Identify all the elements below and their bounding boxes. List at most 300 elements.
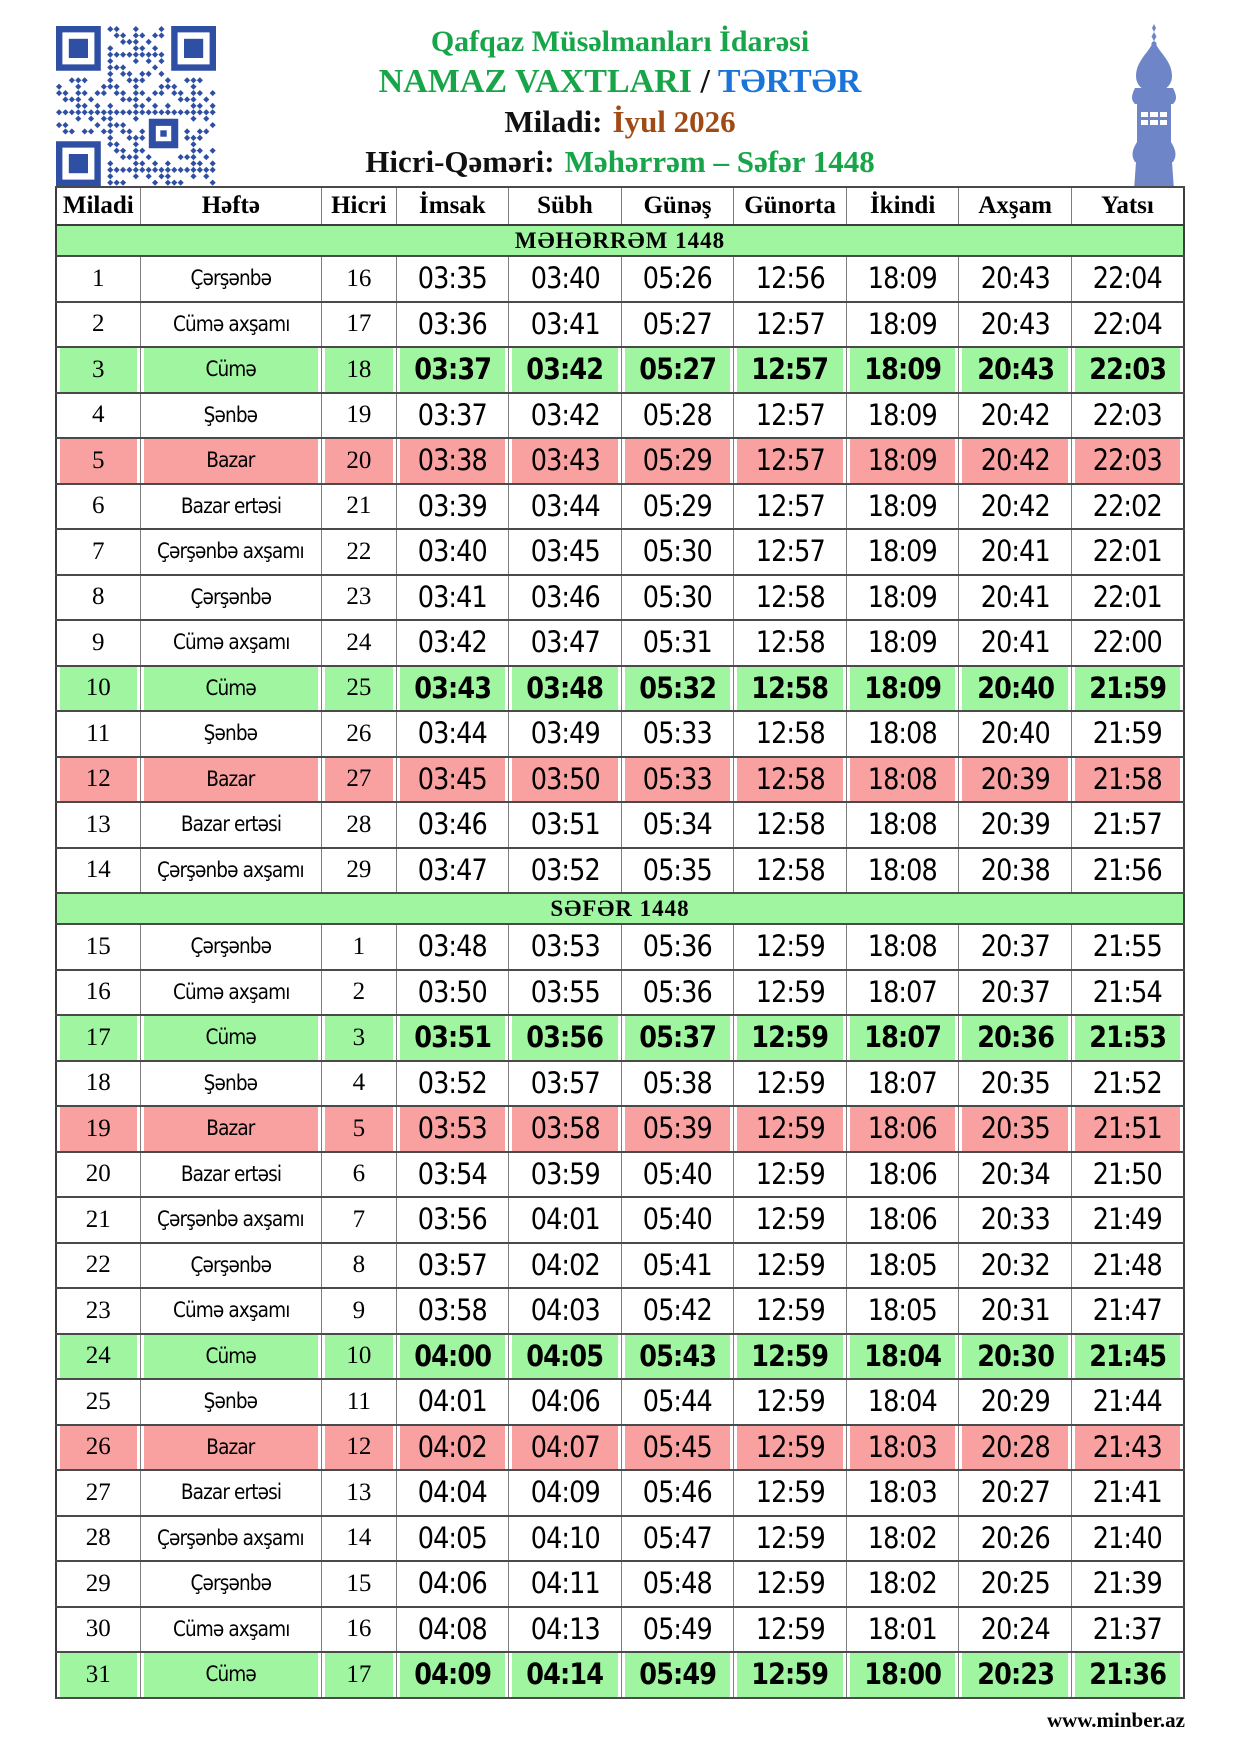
cell-gunes bbox=[621, 484, 734, 530]
cell-subh bbox=[509, 970, 622, 1016]
cell-hefte bbox=[140, 1470, 322, 1516]
time-value: 03:56 bbox=[417, 1202, 487, 1237]
time-value: 12:59 bbox=[751, 1338, 829, 1373]
time-value: 12:59 bbox=[755, 1520, 825, 1555]
time-value: 03:49 bbox=[530, 716, 600, 751]
cell-hicri: 23 bbox=[322, 575, 396, 621]
time-value: 12:57 bbox=[755, 534, 825, 569]
weekday-label: Cümə axşamı bbox=[172, 630, 290, 655]
cell-subh bbox=[509, 620, 622, 666]
column-header-sübh: Sübh bbox=[509, 187, 622, 225]
time-value: 22:01 bbox=[1092, 579, 1163, 614]
time-value: 03:53 bbox=[530, 929, 600, 964]
time-value: 04:08 bbox=[417, 1611, 487, 1646]
cell-gunes bbox=[621, 1470, 734, 1516]
cell-axsam bbox=[959, 1607, 1072, 1653]
cell-axsam bbox=[959, 1061, 1072, 1107]
table-row-day-1 bbox=[56, 256, 1184, 302]
time-value: 04:09 bbox=[413, 1657, 491, 1692]
weekday-label: Bazar ertəsi bbox=[180, 1161, 281, 1186]
time-value: 04:05 bbox=[526, 1338, 604, 1373]
time-value: 05:27 bbox=[639, 352, 716, 387]
time-value: 21:58 bbox=[1092, 761, 1163, 796]
cell-subh bbox=[509, 924, 622, 970]
column-header-miladi: Miladi bbox=[56, 187, 140, 225]
weekday-label: Cümə bbox=[205, 675, 257, 700]
time-value: 04:00 bbox=[413, 1338, 491, 1373]
cell-gunorta bbox=[734, 1243, 847, 1289]
time-value: 12:57 bbox=[755, 488, 825, 523]
time-value: 04:10 bbox=[530, 1520, 600, 1555]
table-row-day-10 bbox=[56, 666, 1184, 712]
time-value: 22:04 bbox=[1092, 261, 1163, 296]
cell-gunorta bbox=[734, 1106, 847, 1152]
time-value: 03:43 bbox=[530, 443, 600, 478]
cell-ikindi bbox=[846, 1015, 959, 1061]
weekday-label: Çərşənbə bbox=[190, 1252, 272, 1277]
cell-ikindi bbox=[846, 848, 959, 894]
qr-code-icon bbox=[55, 26, 217, 186]
time-value: 05:42 bbox=[642, 1293, 713, 1328]
cell-yatsi bbox=[1071, 802, 1184, 848]
cell-gunorta bbox=[734, 1015, 847, 1061]
column-header-axşam: Axşam bbox=[959, 187, 1072, 225]
cell-imsak bbox=[396, 1470, 509, 1516]
cell-ikindi bbox=[846, 575, 959, 621]
time-value: 12:59 bbox=[755, 929, 825, 964]
time-value: 04:13 bbox=[530, 1611, 600, 1646]
time-value: 05:49 bbox=[642, 1611, 713, 1646]
time-value: 05:45 bbox=[642, 1429, 713, 1464]
weekday-label: Bazar bbox=[206, 766, 255, 791]
time-value: 20:32 bbox=[980, 1247, 1050, 1282]
time-value: 03:36 bbox=[417, 306, 487, 341]
cell-ikindi bbox=[846, 1197, 959, 1243]
cell-miladi: 7 bbox=[56, 529, 140, 575]
time-value: 21:54 bbox=[1092, 974, 1163, 1009]
cell-subh bbox=[509, 1379, 622, 1425]
cell-gunes bbox=[621, 575, 734, 621]
time-value: 22:03 bbox=[1089, 352, 1166, 387]
cell-gunorta bbox=[734, 1607, 847, 1653]
time-value: 21:49 bbox=[1092, 1202, 1163, 1237]
section-title: MƏHƏRRƏM 1448 bbox=[56, 225, 1184, 256]
cell-axsam bbox=[959, 302, 1072, 348]
cell-imsak bbox=[396, 393, 509, 439]
time-value: 18:00 bbox=[864, 1657, 942, 1692]
cell-hefte bbox=[140, 1015, 322, 1061]
cell-hicri: 20 bbox=[322, 438, 396, 484]
cell-gunes bbox=[621, 1243, 734, 1289]
time-value: 03:48 bbox=[417, 929, 487, 964]
cell-gunes bbox=[621, 924, 734, 970]
cell-gunorta bbox=[734, 529, 847, 575]
cell-axsam bbox=[959, 1015, 1072, 1061]
time-value: 05:33 bbox=[642, 716, 713, 751]
cell-ikindi bbox=[846, 666, 959, 712]
time-value: 18:08 bbox=[868, 761, 938, 796]
page-title bbox=[200, 62, 1040, 102]
weekday-label: Çərşənbə axşamı bbox=[157, 539, 305, 564]
cell-gunes bbox=[621, 302, 734, 348]
cell-hefte bbox=[140, 666, 322, 712]
time-value: 21:36 bbox=[1089, 1657, 1166, 1692]
time-value: 20:38 bbox=[980, 852, 1050, 887]
time-value: 20:33 bbox=[980, 1202, 1050, 1237]
time-value: 22:03 bbox=[1092, 443, 1163, 478]
cell-gunorta bbox=[734, 1288, 847, 1334]
time-value: 21:59 bbox=[1092, 716, 1163, 751]
cell-imsak bbox=[396, 1334, 509, 1380]
time-value: 18:09 bbox=[868, 443, 938, 478]
title-main: NAMAZ VAXTLARI bbox=[378, 63, 692, 100]
time-value: 03:37 bbox=[417, 397, 487, 432]
time-value: 21:45 bbox=[1089, 1338, 1166, 1373]
cell-hefte bbox=[140, 711, 322, 757]
cell-imsak bbox=[396, 711, 509, 757]
time-value: 04:04 bbox=[417, 1475, 487, 1510]
cell-gunorta bbox=[734, 393, 847, 439]
cell-axsam bbox=[959, 970, 1072, 1016]
cell-yatsi bbox=[1071, 666, 1184, 712]
column-header-i̇msak: İmsak bbox=[396, 187, 509, 225]
time-value: 05:35 bbox=[642, 852, 713, 887]
cell-gunorta bbox=[734, 848, 847, 894]
cell-hicri: 27 bbox=[322, 757, 396, 803]
cell-gunes bbox=[621, 347, 734, 393]
column-header-yatsı: Yatsı bbox=[1071, 187, 1184, 225]
table-row-day-18 bbox=[56, 1061, 1184, 1107]
cell-miladi: 15 bbox=[56, 924, 140, 970]
cell-yatsi bbox=[1071, 1652, 1184, 1698]
cell-imsak bbox=[396, 1152, 509, 1198]
cell-hicri: 29 bbox=[322, 848, 396, 894]
cell-axsam bbox=[959, 1379, 1072, 1425]
cell-imsak bbox=[396, 1561, 509, 1607]
section-banner-row bbox=[56, 893, 1184, 924]
cell-hicri: 1 bbox=[322, 924, 396, 970]
time-value: 12:59 bbox=[755, 1429, 825, 1464]
cell-ikindi bbox=[846, 1152, 959, 1198]
time-value: 03:50 bbox=[417, 974, 487, 1009]
weekday-label: Bazar bbox=[206, 448, 255, 473]
time-value: 20:26 bbox=[980, 1520, 1050, 1555]
table-row-day-14 bbox=[56, 848, 1184, 894]
cell-subh bbox=[509, 1425, 622, 1471]
time-value: 03:52 bbox=[417, 1065, 487, 1100]
table-row-day-2 bbox=[56, 302, 1184, 348]
cell-yatsi bbox=[1071, 970, 1184, 1016]
table-row-day-23 bbox=[56, 1288, 1184, 1334]
time-value: 05:26 bbox=[642, 261, 713, 296]
time-value: 18:09 bbox=[868, 261, 938, 296]
time-value: 12:57 bbox=[755, 306, 825, 341]
cell-yatsi bbox=[1071, 1334, 1184, 1380]
cell-gunes bbox=[621, 711, 734, 757]
time-value: 21:53 bbox=[1089, 1020, 1166, 1055]
cell-hicri: 16 bbox=[322, 1607, 396, 1653]
cell-hicri: 12 bbox=[322, 1425, 396, 1471]
time-value: 20:23 bbox=[976, 1657, 1054, 1692]
time-value: 12:59 bbox=[755, 974, 825, 1009]
time-value: 21:39 bbox=[1092, 1566, 1163, 1601]
cell-axsam bbox=[959, 256, 1072, 302]
time-value: 05:29 bbox=[642, 488, 713, 523]
title-separator: / bbox=[700, 63, 710, 100]
cell-ikindi bbox=[846, 484, 959, 530]
cell-axsam bbox=[959, 1152, 1072, 1198]
cell-gunorta bbox=[734, 347, 847, 393]
weekday-label: Bazar ertəsi bbox=[180, 1480, 281, 1505]
weekday-label: Çərşənbə bbox=[190, 584, 272, 609]
cell-gunorta bbox=[734, 620, 847, 666]
time-value: 03:51 bbox=[530, 807, 600, 842]
time-value: 05:41 bbox=[642, 1247, 713, 1282]
cell-axsam bbox=[959, 1197, 1072, 1243]
cell-hefte bbox=[140, 1379, 322, 1425]
cell-miladi: 1 bbox=[56, 256, 140, 302]
hicri-value: Məhərrəm – Səfər 1448 bbox=[564, 144, 875, 179]
weekday-label: Bazar bbox=[206, 1116, 255, 1141]
time-value: 18:09 bbox=[868, 534, 938, 569]
time-value: 05:27 bbox=[642, 306, 713, 341]
cell-gunes bbox=[621, 1061, 734, 1107]
cell-ikindi bbox=[846, 1243, 959, 1289]
time-value: 20:28 bbox=[980, 1429, 1050, 1464]
cell-hefte bbox=[140, 1152, 322, 1198]
table-row-day-27 bbox=[56, 1470, 1184, 1516]
time-value: 20:31 bbox=[980, 1293, 1050, 1328]
cell-hicri: 10 bbox=[322, 1334, 396, 1380]
cell-subh bbox=[509, 302, 622, 348]
cell-hicri: 2 bbox=[322, 970, 396, 1016]
time-value: 05:29 bbox=[642, 443, 713, 478]
time-value: 03:58 bbox=[530, 1111, 600, 1146]
cell-gunorta bbox=[734, 970, 847, 1016]
cell-hicri: 11 bbox=[322, 1379, 396, 1425]
cell-subh bbox=[509, 1243, 622, 1289]
cell-hicri: 25 bbox=[322, 666, 396, 712]
cell-subh bbox=[509, 393, 622, 439]
cell-gunorta bbox=[734, 802, 847, 848]
cell-axsam bbox=[959, 438, 1072, 484]
cell-subh bbox=[509, 711, 622, 757]
time-value: 03:46 bbox=[417, 807, 487, 842]
table-row-day-21 bbox=[56, 1197, 1184, 1243]
table-row-day-4 bbox=[56, 393, 1184, 439]
cell-yatsi bbox=[1071, 393, 1184, 439]
time-value: 05:44 bbox=[642, 1384, 713, 1419]
cell-gunes bbox=[621, 1607, 734, 1653]
cell-ikindi bbox=[846, 438, 959, 484]
time-value: 03:43 bbox=[413, 670, 491, 705]
weekday-label: Şənbə bbox=[204, 1389, 258, 1414]
cell-yatsi bbox=[1071, 1379, 1184, 1425]
cell-hicri: 19 bbox=[322, 393, 396, 439]
time-value: 04:09 bbox=[530, 1475, 600, 1510]
time-value: 12:57 bbox=[751, 352, 829, 387]
website-url: www.minber.az bbox=[1046, 1708, 1185, 1732]
cell-hefte bbox=[140, 970, 322, 1016]
time-value: 18:06 bbox=[868, 1111, 938, 1146]
cell-axsam bbox=[959, 347, 1072, 393]
cell-imsak bbox=[396, 1379, 509, 1425]
time-value: 03:44 bbox=[417, 716, 487, 751]
cell-axsam bbox=[959, 393, 1072, 439]
time-value: 12:58 bbox=[755, 807, 825, 842]
time-value: 21:47 bbox=[1092, 1293, 1163, 1328]
time-value: 05:40 bbox=[642, 1202, 713, 1237]
time-value: 03:51 bbox=[413, 1020, 491, 1055]
cell-miladi: 12 bbox=[56, 757, 140, 803]
cell-yatsi bbox=[1071, 438, 1184, 484]
time-value: 05:39 bbox=[642, 1111, 713, 1146]
cell-subh bbox=[509, 484, 622, 530]
cell-hicri: 8 bbox=[322, 1243, 396, 1289]
table-row-day-17 bbox=[56, 1015, 1184, 1061]
cell-gunes bbox=[621, 1652, 734, 1698]
cell-ikindi bbox=[846, 529, 959, 575]
time-value: 03:50 bbox=[530, 761, 600, 796]
time-value: 21:44 bbox=[1092, 1384, 1163, 1419]
cell-hicri: 16 bbox=[322, 256, 396, 302]
time-value: 05:46 bbox=[642, 1475, 713, 1510]
time-value: 18:02 bbox=[868, 1520, 938, 1555]
cell-ikindi bbox=[846, 802, 959, 848]
time-value: 03:45 bbox=[530, 534, 600, 569]
table-row-day-19 bbox=[56, 1106, 1184, 1152]
table-row-day-24 bbox=[56, 1334, 1184, 1380]
cell-hefte bbox=[140, 924, 322, 970]
time-value: 04:14 bbox=[526, 1657, 604, 1692]
cell-hefte bbox=[140, 1425, 322, 1471]
cell-yatsi bbox=[1071, 347, 1184, 393]
cell-ikindi bbox=[846, 1652, 959, 1698]
time-value: 20:34 bbox=[980, 1156, 1050, 1191]
weekday-label: Şənbə bbox=[204, 721, 258, 746]
cell-hicri: 9 bbox=[322, 1288, 396, 1334]
time-value: 12:59 bbox=[755, 1566, 825, 1601]
time-value: 12:59 bbox=[755, 1384, 825, 1419]
cell-gunes bbox=[621, 1288, 734, 1334]
cell-yatsi bbox=[1071, 256, 1184, 302]
cell-axsam bbox=[959, 484, 1072, 530]
cell-hicri: 15 bbox=[322, 1561, 396, 1607]
cell-ikindi bbox=[846, 970, 959, 1016]
time-value: 20:41 bbox=[980, 625, 1050, 660]
cell-miladi: 16 bbox=[56, 970, 140, 1016]
cell-ikindi bbox=[846, 1288, 959, 1334]
time-value: 04:02 bbox=[417, 1429, 487, 1464]
cell-axsam bbox=[959, 1561, 1072, 1607]
time-value: 12:59 bbox=[755, 1156, 825, 1191]
time-value: 04:06 bbox=[530, 1384, 600, 1419]
time-value: 21:52 bbox=[1092, 1065, 1163, 1100]
cell-subh bbox=[509, 1015, 622, 1061]
time-value: 04:05 bbox=[417, 1520, 487, 1555]
cell-miladi: 10 bbox=[56, 666, 140, 712]
time-value: 05:30 bbox=[642, 579, 713, 614]
time-value: 05:37 bbox=[639, 1020, 716, 1055]
cell-hefte bbox=[140, 1561, 322, 1607]
time-value: 03:56 bbox=[526, 1020, 604, 1055]
time-value: 20:41 bbox=[980, 534, 1050, 569]
cell-hicri: 3 bbox=[322, 1015, 396, 1061]
cell-gunes bbox=[621, 757, 734, 803]
cell-hefte bbox=[140, 1106, 322, 1152]
cell-yatsi bbox=[1071, 1243, 1184, 1289]
cell-imsak bbox=[396, 1243, 509, 1289]
miladi-line bbox=[200, 102, 1040, 142]
cell-gunorta bbox=[734, 484, 847, 530]
time-value: 18:07 bbox=[864, 1020, 942, 1055]
cell-gunes bbox=[621, 1152, 734, 1198]
cell-ikindi bbox=[846, 1607, 959, 1653]
cell-miladi: 28 bbox=[56, 1516, 140, 1562]
time-value: 03:48 bbox=[526, 670, 604, 705]
cell-subh bbox=[509, 1652, 622, 1698]
time-value: 20:39 bbox=[980, 807, 1050, 842]
time-value: 20:42 bbox=[980, 443, 1050, 478]
cell-imsak bbox=[396, 1106, 509, 1152]
cell-gunorta bbox=[734, 1425, 847, 1471]
cell-hicri: 24 bbox=[322, 620, 396, 666]
time-value: 03:42 bbox=[526, 352, 604, 387]
cell-miladi: 20 bbox=[56, 1152, 140, 1198]
cell-gunes bbox=[621, 1197, 734, 1243]
weekday-label: Şənbə bbox=[204, 1070, 258, 1095]
cell-ikindi bbox=[846, 256, 959, 302]
time-value: 21:56 bbox=[1092, 852, 1163, 887]
weekday-label: Cümə bbox=[205, 1343, 257, 1368]
time-value: 21:40 bbox=[1092, 1520, 1163, 1555]
table-row-day-22 bbox=[56, 1243, 1184, 1289]
cell-hicri: 6 bbox=[322, 1152, 396, 1198]
cell-ikindi bbox=[846, 1334, 959, 1380]
prayer-times-table bbox=[55, 186, 1185, 1699]
time-value: 04:11 bbox=[530, 1566, 600, 1601]
time-value: 18:07 bbox=[868, 974, 938, 1009]
cell-ikindi bbox=[846, 1379, 959, 1425]
cell-miladi: 23 bbox=[56, 1288, 140, 1334]
cell-ikindi bbox=[846, 711, 959, 757]
cell-hefte bbox=[140, 256, 322, 302]
cell-hefte bbox=[140, 1516, 322, 1562]
cell-imsak bbox=[396, 438, 509, 484]
cell-imsak bbox=[396, 1607, 509, 1653]
time-value: 05:47 bbox=[642, 1520, 713, 1555]
time-value: 05:36 bbox=[642, 929, 713, 964]
cell-gunorta bbox=[734, 1561, 847, 1607]
weekday-label: Cümə bbox=[205, 1025, 257, 1050]
cell-yatsi bbox=[1071, 1106, 1184, 1152]
weekday-label: Çərşənbə axşamı bbox=[157, 857, 305, 882]
page-header bbox=[0, 22, 1240, 182]
table-row-day-3 bbox=[56, 347, 1184, 393]
weekday-label: Bazar ertəsi bbox=[180, 493, 281, 518]
cell-imsak bbox=[396, 1425, 509, 1471]
cell-hicri: 18 bbox=[322, 347, 396, 393]
time-value: 20:40 bbox=[976, 670, 1054, 705]
cell-gunorta bbox=[734, 711, 847, 757]
weekday-label: Cümə axşamı bbox=[172, 1616, 290, 1641]
time-value: 21:43 bbox=[1092, 1429, 1163, 1464]
time-value: 21:48 bbox=[1092, 1247, 1163, 1282]
time-value: 20:35 bbox=[980, 1111, 1050, 1146]
cell-subh bbox=[509, 1061, 622, 1107]
time-value: 03:44 bbox=[530, 488, 600, 523]
table-row-day-15 bbox=[56, 924, 1184, 970]
